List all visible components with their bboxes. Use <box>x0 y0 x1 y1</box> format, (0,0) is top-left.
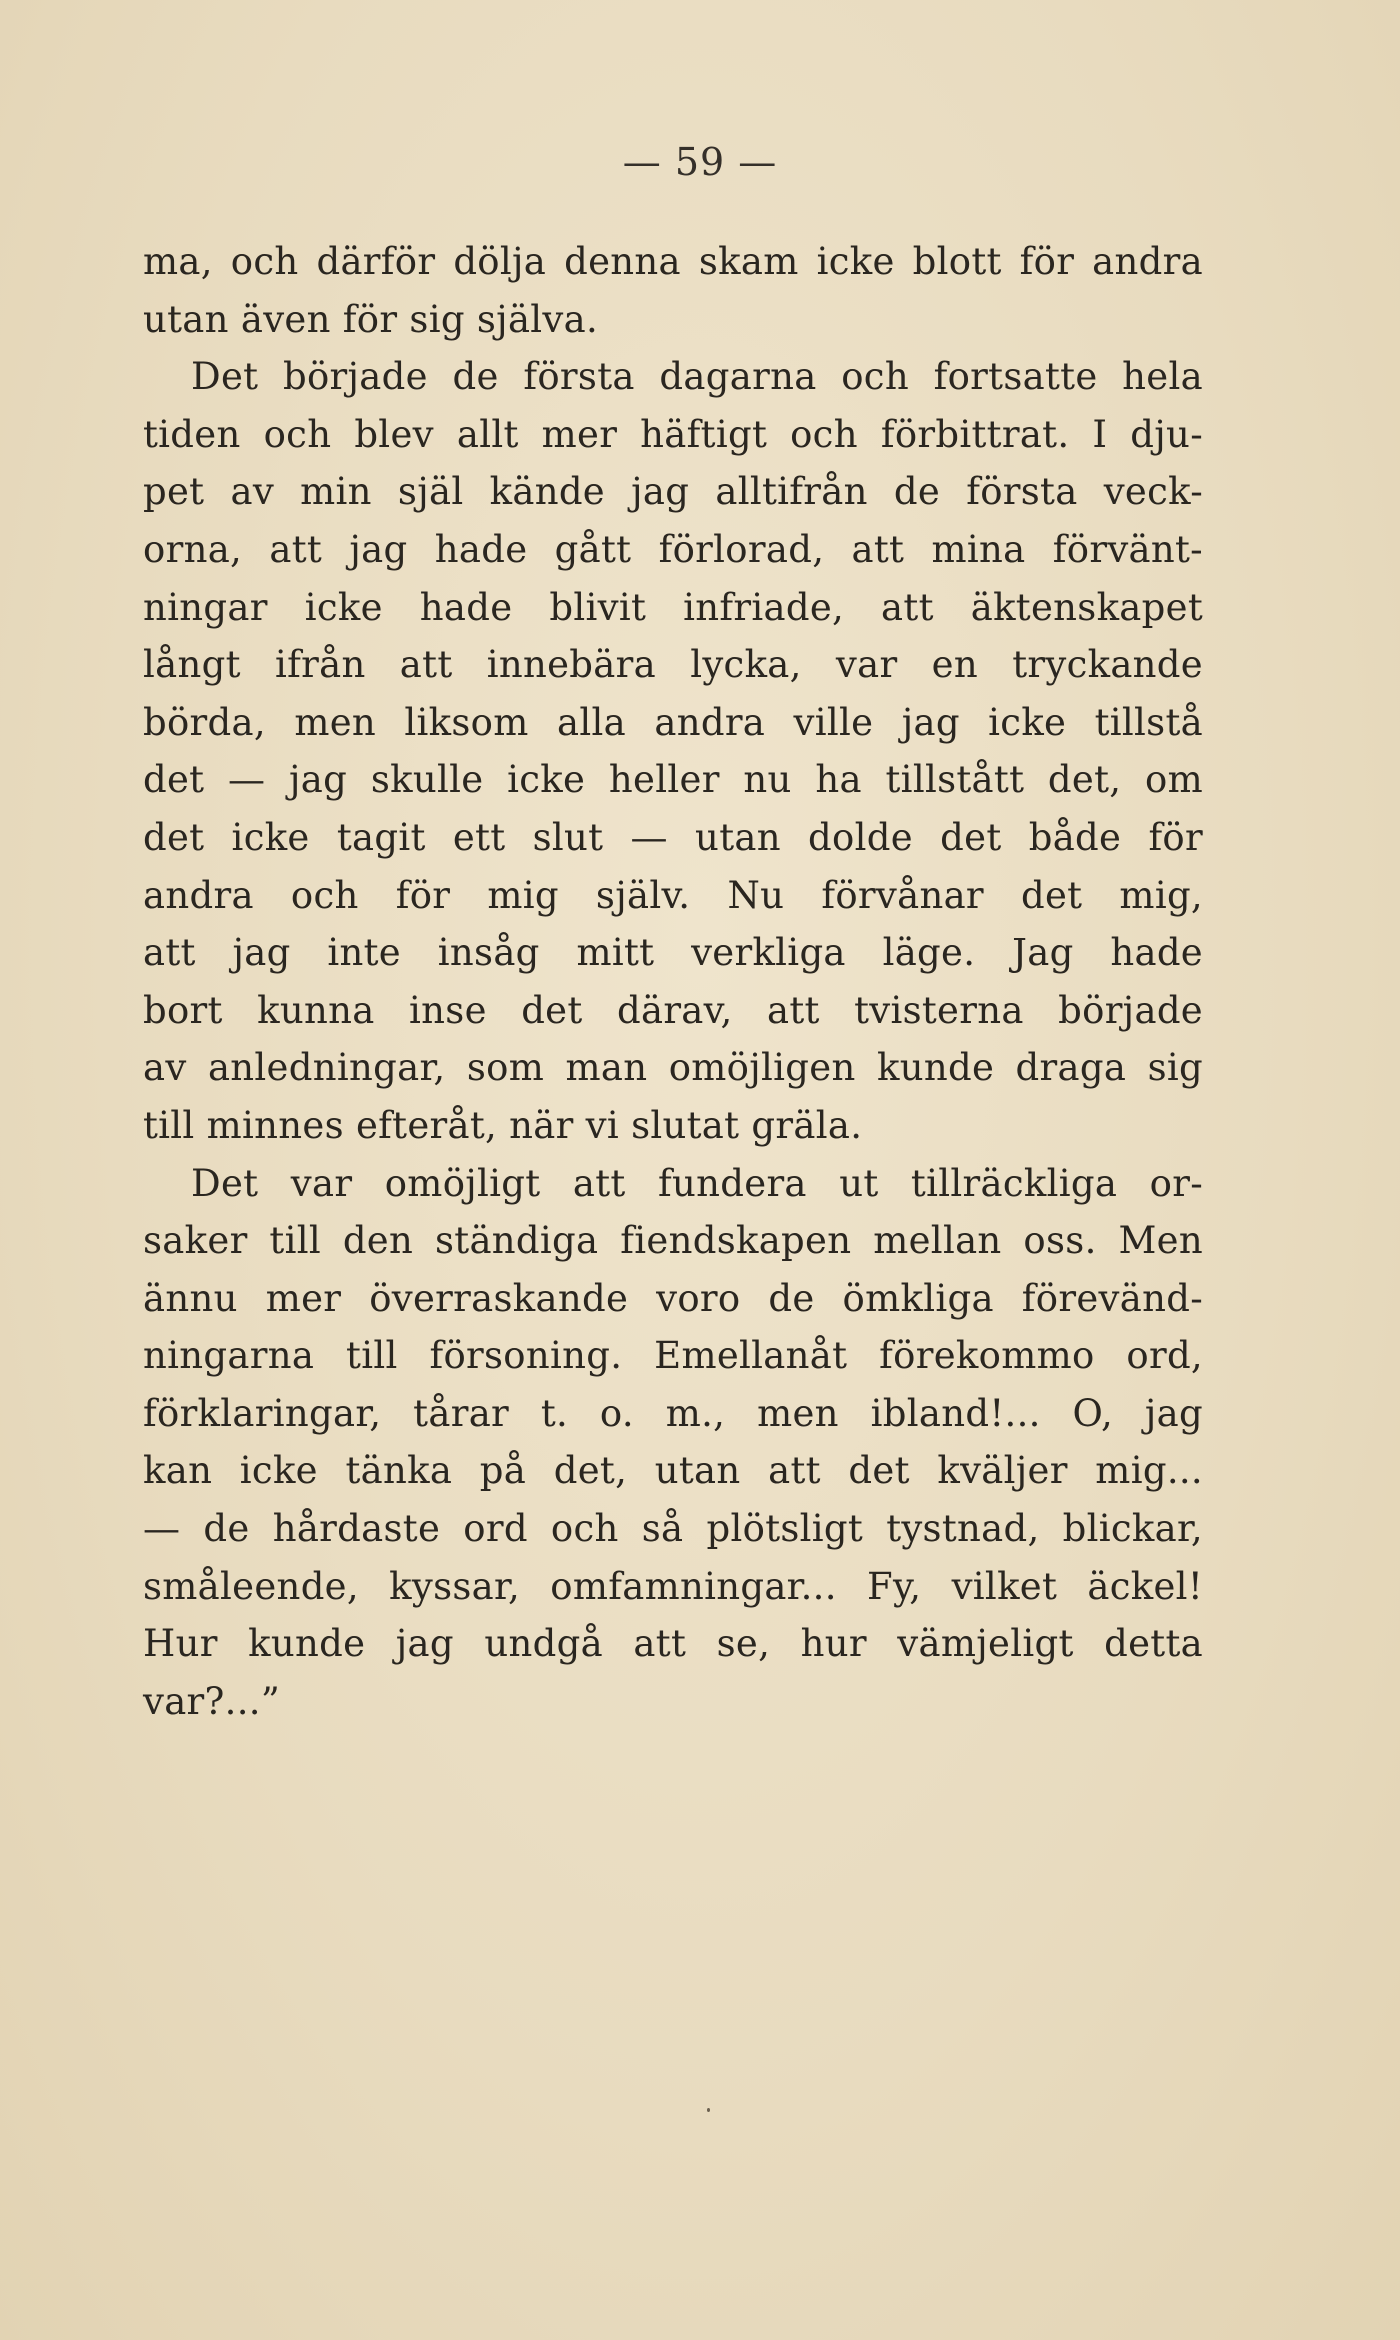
paper-speck <box>707 2108 710 2112</box>
text-line: ningar icke hade blivit infriade, att äktenskapet <box>143 585 1203 629</box>
text-line: utan även för sig själva. <box>143 297 599 341</box>
text-line: ma, och därför dölja denna skam icke blott för andra <box>143 240 1203 283</box>
text-line: Hur kunde jag undgå att se, hur vämjeligt detta <box>143 1622 1203 1666</box>
text-line: till minnes efteråt, när vi slutat gräla. <box>143 1103 863 1147</box>
text-line: Det var omöjligt att fundera ut tillräckliga or- <box>191 1161 1203 1205</box>
text-line: var?...” <box>143 1679 281 1723</box>
text-line: tiden och blev allt mer häftigt och förbittrat. I dju- <box>143 412 1203 456</box>
text-line: saker till den ständiga fiendskapen mellan oss. Men <box>143 1219 1203 1263</box>
text-line: bort kunna inse det därav, att tvisterna började <box>143 988 1203 1032</box>
text-line: långt ifrån att innebära lycka, var en tryckande <box>143 643 1203 687</box>
text-line: pet av min själ kände jag alltifrån de första veck- <box>143 470 1203 514</box>
text-line: förklaringar, tårar t. o. m., men ibland!... O, jag <box>143 1391 1203 1435</box>
text-line: ningarna till försoning. Emellanåt förekommo ord, <box>143 1334 1203 1378</box>
text-line: Det började de första dagarna och fortsatte hela <box>191 355 1203 399</box>
text-line: andra och för mig själv. Nu förvånar det mig, <box>143 873 1203 917</box>
text-line: börda, men liksom alla andra ville jag icke tillstå <box>143 700 1203 744</box>
text-line: att jag inte insåg mitt verkliga läge. Jag hade <box>143 931 1203 975</box>
text-line: orna, att jag hade gått förlorad, att mina förvänt- <box>143 527 1203 571</box>
text-line: småleende, kyssar, omfamningar... Fy, vilket äckel! <box>143 1564 1203 1608</box>
text-line: det — jag skulle icke heller nu ha tillstått det, om <box>143 758 1203 802</box>
body-text <box>143 233 1203 1730</box>
text-line: — de hårdaste ord och så plötsligt tystnad, blickar, <box>143 1507 1203 1551</box>
page-number: — 59 — <box>622 140 778 184</box>
text-line: kan icke tänka på det, utan att det kväljer mig... <box>143 1449 1203 1493</box>
text-line: det icke tagit ett slut — utan dolde det både för <box>143 815 1203 859</box>
text-line: av anledningar, som man omöjligen kunde draga sig <box>143 1046 1203 1090</box>
text-line: ännu mer överraskande voro de ömkliga förevänd- <box>143 1276 1203 1320</box>
